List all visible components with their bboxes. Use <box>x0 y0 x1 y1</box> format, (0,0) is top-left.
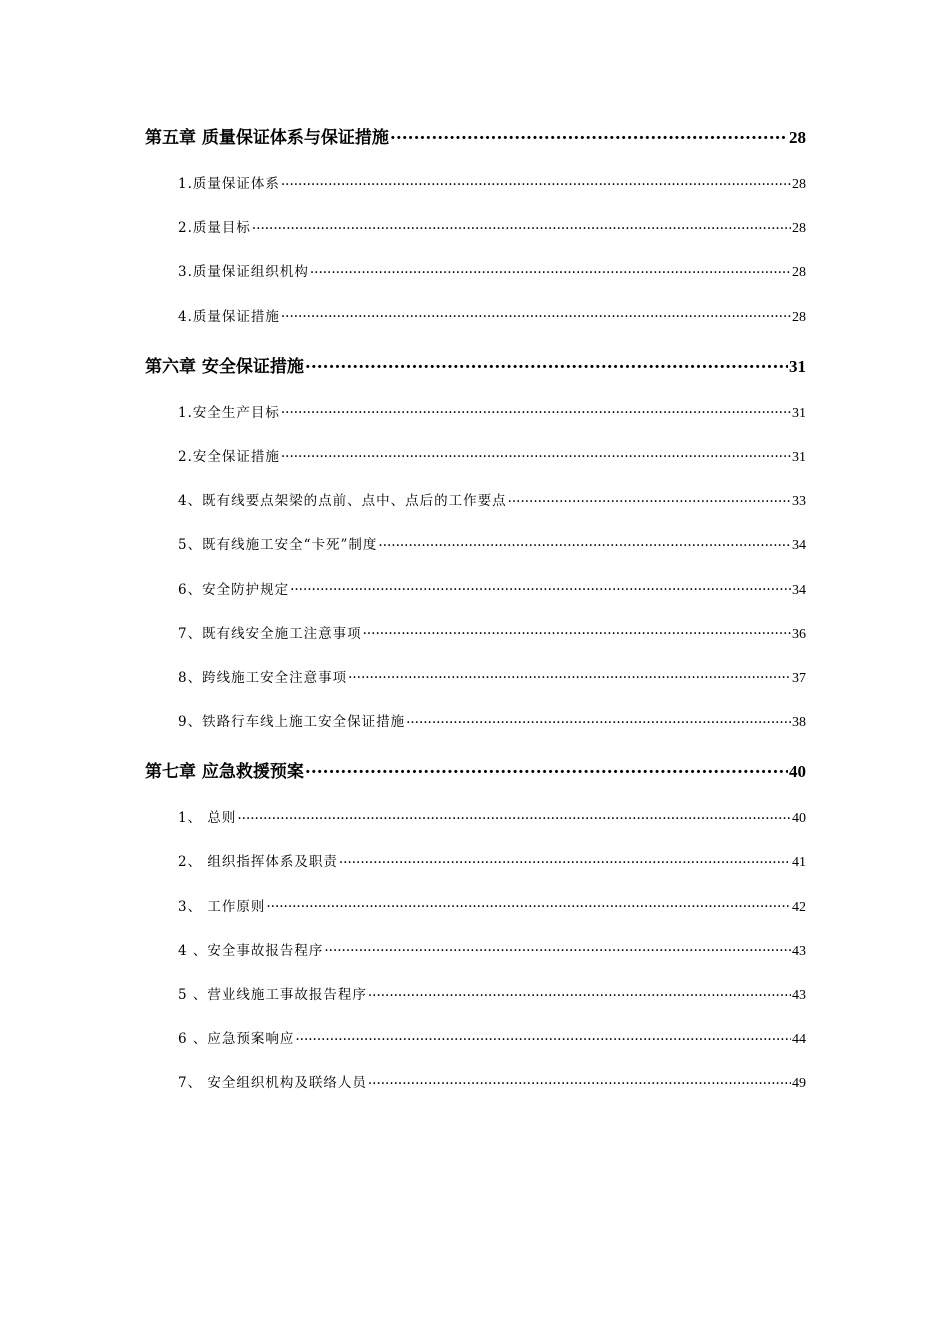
table-of-contents <box>145 118 806 1106</box>
toc-page-number: 33 <box>792 494 806 510</box>
toc-page-number: 40 <box>789 762 806 782</box>
toc-dot-leader <box>368 986 791 1000</box>
toc-dot-leader <box>237 809 791 823</box>
toc-page-number: 42 <box>792 899 806 915</box>
toc-section-entry[interactable] <box>145 796 806 840</box>
toc-section-entry[interactable] <box>145 568 806 612</box>
toc-section-entry[interactable] <box>145 885 806 929</box>
toc-chapter-entry[interactable] <box>145 118 806 162</box>
toc-page-number: 31 <box>789 356 806 376</box>
toc-entry-label: 1、 总则 <box>178 810 237 827</box>
toc-entry-label: 5、既有线施工安全“卡死”制度 <box>178 537 378 554</box>
toc-dot-leader <box>305 355 788 372</box>
toc-entry-label: 7、既有线安全施工注意事项 <box>178 625 362 642</box>
toc-chapter-entry[interactable] <box>145 347 806 391</box>
toc-page-number: 34 <box>792 582 806 598</box>
toc-page-number: 40 <box>792 811 806 827</box>
toc-entry-label: 第七章 应急救援预案 <box>145 762 304 783</box>
toc-section-entry[interactable] <box>145 656 806 700</box>
toc-entry-label: 1.质量保证体系 <box>178 176 280 192</box>
toc-section-entry[interactable] <box>145 523 806 567</box>
toc-dot-leader <box>339 853 791 867</box>
toc-page-number: 38 <box>792 715 806 731</box>
toc-section-entry[interactable] <box>145 250 806 294</box>
toc-entry-label: 4 、安全事故报告程序 <box>178 942 324 959</box>
toc-section-entry[interactable] <box>145 929 806 973</box>
toc-entry-label: 第六章 安全保证措施 <box>145 356 304 377</box>
toc-entry-label: 1.安全生产目标 <box>178 404 280 421</box>
toc-section-entry[interactable] <box>145 1061 806 1105</box>
toc-dot-leader <box>368 1074 791 1088</box>
toc-page-number: 44 <box>792 1032 806 1048</box>
toc-entry-label: 第五章 质量保证体系与保证措施 <box>145 128 389 148</box>
toc-page-number: 28 <box>792 177 806 192</box>
toc-dot-leader <box>281 447 791 461</box>
toc-dot-leader <box>295 1030 791 1044</box>
toc-section-entry[interactable] <box>145 479 806 523</box>
toc-dot-leader <box>305 760 788 777</box>
toc-entry-label: 2.质量目标 <box>178 220 251 237</box>
toc-section-entry[interactable] <box>145 295 806 339</box>
toc-dot-leader <box>324 941 791 955</box>
toc-section-entry[interactable] <box>145 700 806 744</box>
toc-entry-label: 6 、应急预案响应 <box>178 1031 295 1048</box>
toc-entry-label: 2、 组织指挥体系及职责 <box>178 854 338 871</box>
toc-dot-leader <box>266 897 791 911</box>
toc-page-number: 37 <box>792 670 806 686</box>
toc-page-number: 28 <box>792 265 806 281</box>
toc-dot-leader <box>281 307 791 321</box>
toc-section-entry[interactable] <box>145 391 806 435</box>
toc-entry-label: 3、 工作原则 <box>178 898 266 915</box>
toc-entry-label: 2.安全保证措施 <box>178 448 280 465</box>
toc-dot-leader <box>378 536 791 550</box>
toc-dot-leader <box>348 668 791 682</box>
toc-page-number: 41 <box>792 855 806 871</box>
toc-page-number: 43 <box>792 988 806 1003</box>
toc-page-number: 36 <box>792 626 806 642</box>
toc-chapter-entry[interactable] <box>145 752 806 796</box>
toc-page-number: 28 <box>789 128 806 147</box>
toc-section-entry[interactable] <box>145 435 806 479</box>
toc-entry-label: 4、既有线要点架梁的点前、点中、点后的工作要点 <box>178 493 507 510</box>
toc-section-entry[interactable] <box>145 973 806 1017</box>
toc-dot-leader <box>406 713 791 727</box>
toc-section-entry[interactable] <box>145 840 806 884</box>
toc-page-number: 43 <box>792 943 806 959</box>
toc-page-number: 31 <box>792 449 806 465</box>
toc-dot-leader <box>252 219 791 233</box>
toc-entry-label: 3.质量保证组织机构 <box>178 264 309 281</box>
toc-dot-leader <box>363 624 791 638</box>
toc-page-number: 31 <box>792 405 806 421</box>
toc-dot-leader <box>508 492 791 506</box>
toc-section-entry[interactable] <box>145 162 806 206</box>
toc-section-entry[interactable] <box>145 1017 806 1061</box>
toc-dot-leader <box>290 580 791 594</box>
toc-dot-leader <box>281 403 791 417</box>
toc-entry-label: 8、跨线施工安全注意事项 <box>178 669 348 686</box>
toc-entry-label: 9、铁路行车线上施工安全保证措施 <box>178 714 406 731</box>
toc-section-entry[interactable] <box>145 612 806 656</box>
toc-entry-label: 6、安全防护规定 <box>178 581 290 598</box>
toc-page-number: 28 <box>792 221 806 237</box>
toc-dot-leader <box>310 263 791 277</box>
toc-entry-label: 7、 安全组织机构及联络人员 <box>178 1075 367 1092</box>
toc-dot-leader <box>390 126 788 143</box>
toc-dot-leader <box>281 175 791 189</box>
toc-entry-label: 5 、营业线施工事故报告程序 <box>178 987 367 1003</box>
toc-section-entry[interactable] <box>145 206 806 250</box>
toc-page-number: 49 <box>792 1076 806 1092</box>
toc-page-number: 34 <box>792 538 806 554</box>
toc-entry-label: 4.质量保证措施 <box>178 308 280 325</box>
toc-page-number: 28 <box>792 309 806 325</box>
